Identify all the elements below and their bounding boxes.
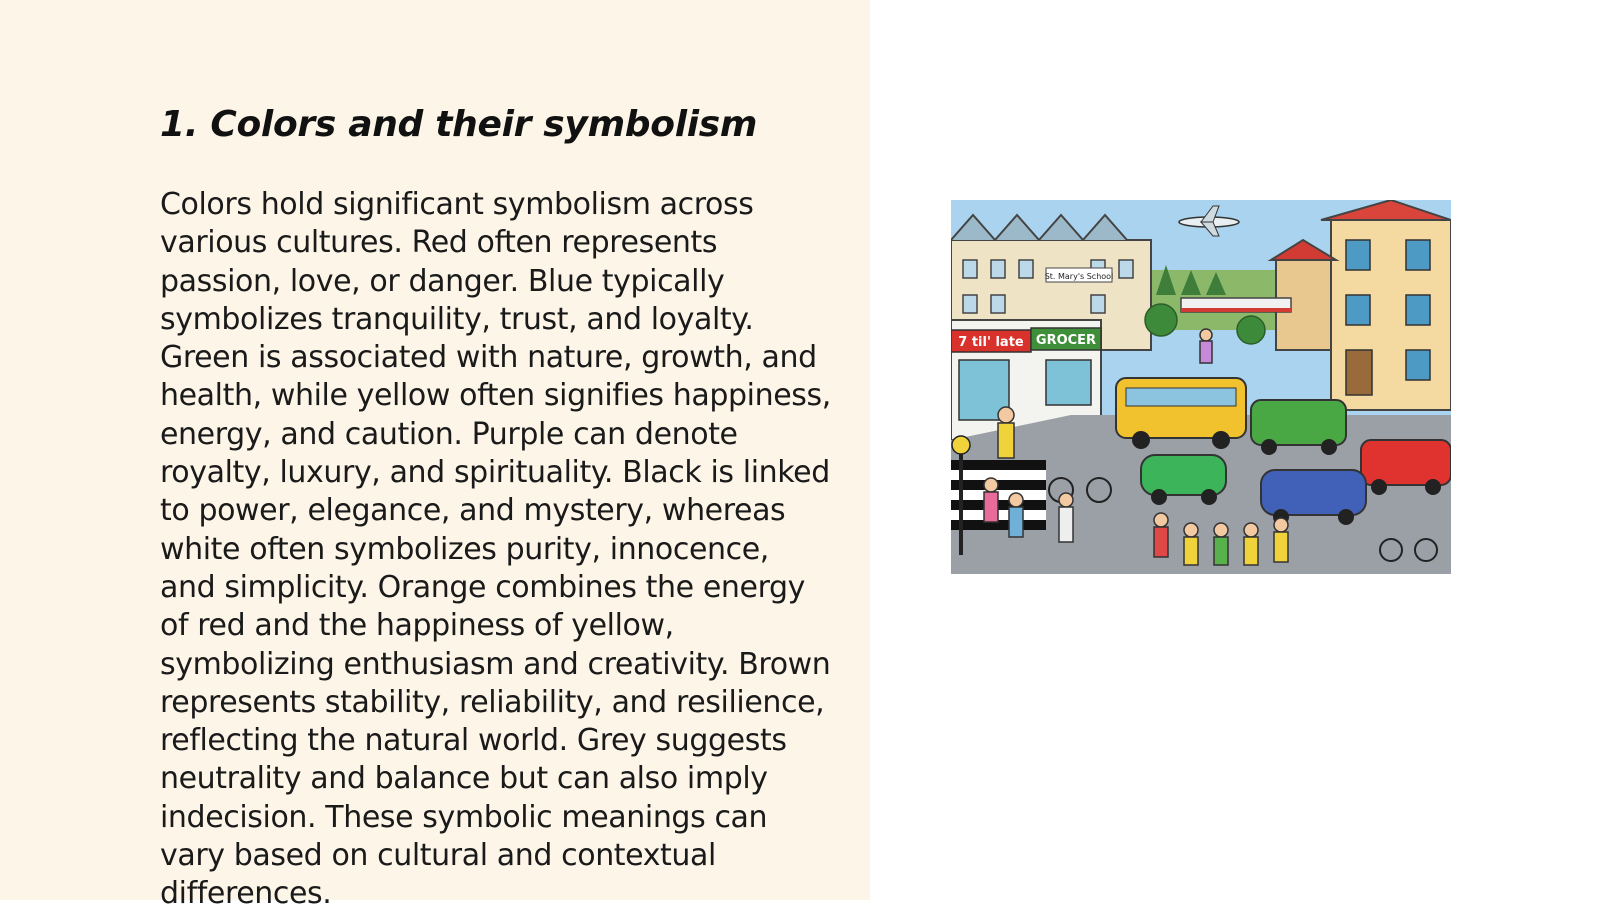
bus-icon — [1116, 378, 1246, 449]
slide-body-text: Colors hold significant symbolism across various cultures. Red often represents passion, love, or danger. Blue typically symbolizes tranquility, trust, and loyalty. Green is associated with nature, growth, and health, while yellow often signifies happiness, energy, and caution. Purple can denote royalty, luxury, and spirituality. Black is linked to power, elegance, and mystery, whereas white often symbolizes purity, innocence, and simplicity. Orange combines the energy of red and the happiness of yellow, symbolizing enthusiasm and creativity. Brown represents stability, reliability, and resilience, reflecting the natural world. Grey suggests neutrality and balance but can also imply indecision. These symbolic meanings can vary based on cultural and contextual differences. — [160, 187, 831, 912]
slide-title: 1. Colors and their symbolism — [160, 104, 758, 145]
school-sign: St. Mary's School — [1044, 272, 1114, 281]
shop-sign-late: 7 til' late — [958, 335, 1024, 350]
town-street-illustration — [951, 200, 1451, 574]
shop-sign-grocer: GROCER — [1035, 333, 1097, 348]
